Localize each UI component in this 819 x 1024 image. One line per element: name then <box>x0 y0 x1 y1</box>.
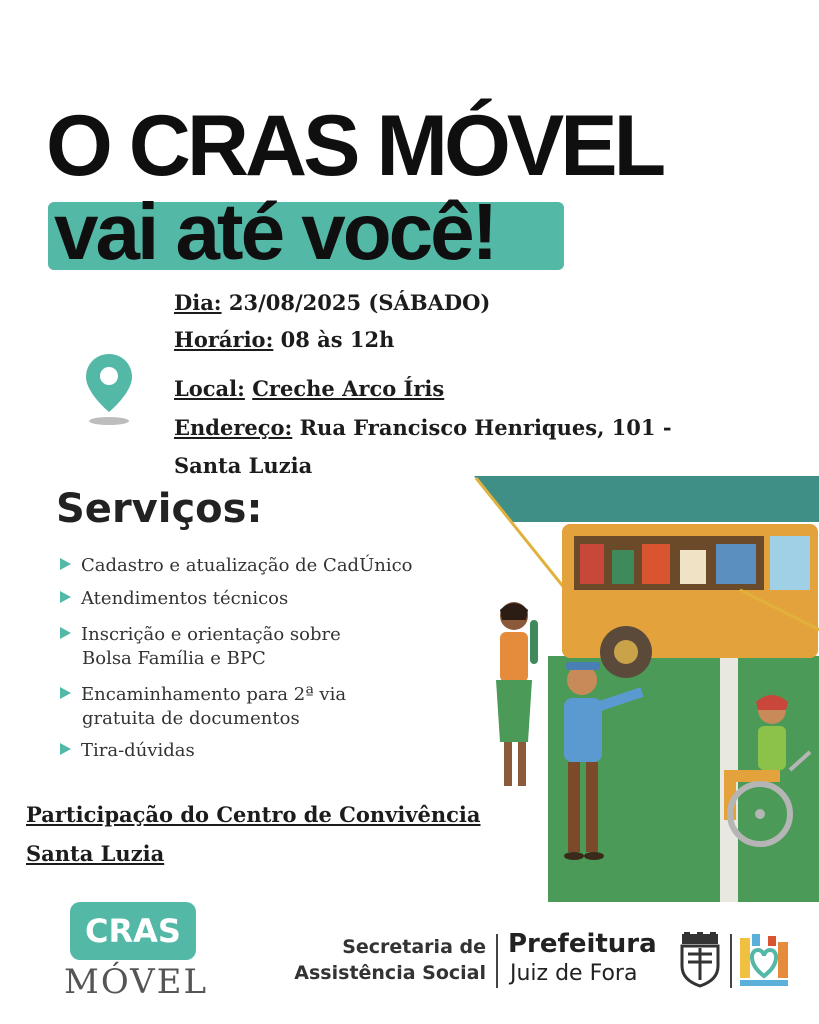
address-value: Rua Francisco Henriques, 101 - <box>299 415 672 440</box>
address-line-2: Santa Luzia <box>174 453 313 478</box>
time-line <box>174 325 394 355</box>
awning <box>474 476 819 522</box>
triangle-bullet-icon <box>60 558 71 570</box>
triangle-bullet-icon <box>60 743 71 755</box>
address-line <box>174 413 672 443</box>
address-label: Endereço: <box>174 415 293 440</box>
date-value: 23/08/2025 (SÁBADO) <box>228 290 491 315</box>
service-item: Inscrição e orientação sobre Bolsa Família e BPC <box>60 623 490 671</box>
cras-logo-badge: CRAS <box>70 902 196 960</box>
city-heart-logo-icon <box>738 932 790 988</box>
time-label: Horário: <box>174 327 274 352</box>
triangle-bullet-icon <box>60 591 71 603</box>
location-label: Local: <box>174 376 245 401</box>
headline-subtitle: vai até você! <box>54 187 496 276</box>
service-item: Tira-dúvidas <box>60 739 490 763</box>
coat-of-arms-icon <box>676 932 724 988</box>
footer-divider <box>496 934 498 988</box>
participation-line-2: Santa Luzia <box>26 841 165 866</box>
time-value: 08 às 12h <box>280 327 395 352</box>
triangle-bullet-icon <box>60 687 71 699</box>
city-name: Juiz de Fora <box>510 961 638 986</box>
location-line <box>174 374 444 404</box>
footer-divider <box>730 934 732 988</box>
bus-door <box>770 536 810 590</box>
service-item: Atendimentos técnicos <box>60 587 490 611</box>
service-item: Encaminhamento para 2ª via gratuita de documentos <box>60 683 490 731</box>
location-value: Creche Arco Íris <box>252 376 445 401</box>
headline-title: O CRAS MÓVEL <box>46 98 663 194</box>
service-item: Cadastro e atualização de CadÚnico <box>60 554 490 578</box>
triangle-bullet-icon <box>60 627 71 639</box>
participation-line: Participação do Centro de Convivência <box>26 802 481 827</box>
location-pin-icon <box>82 350 136 430</box>
cras-logo-subtitle: MÓVEL <box>64 962 209 1002</box>
date-label: Dia: <box>174 290 222 315</box>
services-title: Serviços: <box>56 486 263 532</box>
secretaria-name: Secretaria de Assistência Social <box>294 936 486 984</box>
date-line <box>174 288 490 318</box>
prefeitura-name: Prefeitura <box>508 929 657 959</box>
mobile-unit-illustration <box>470 470 819 902</box>
